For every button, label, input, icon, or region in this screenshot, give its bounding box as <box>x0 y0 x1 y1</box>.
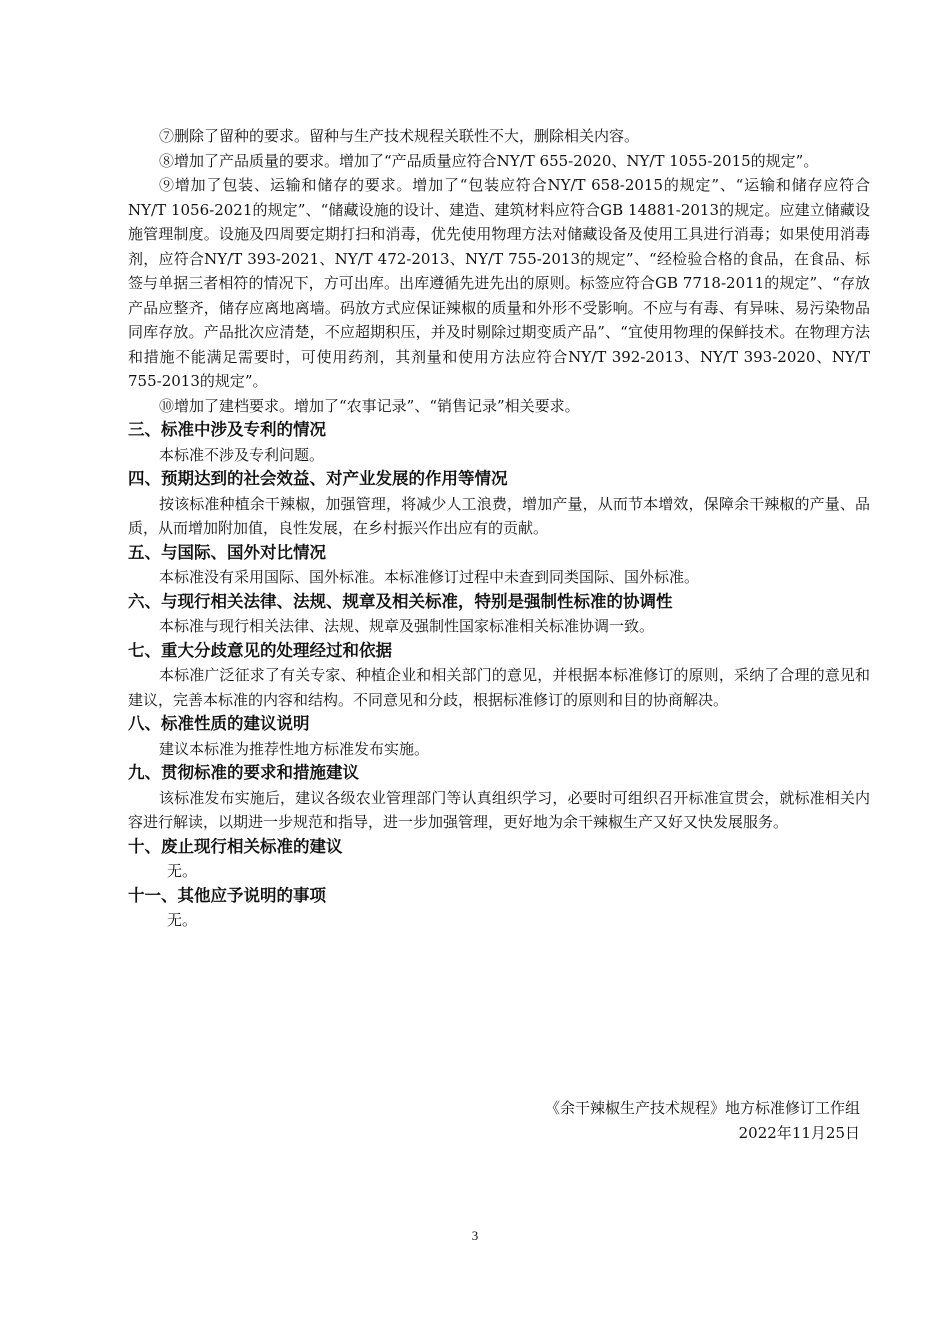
section-heading: 三、标准中涉及专利的情况 <box>128 420 326 439</box>
paragraph: 本标准广泛征求了有关专家、种植企业和相关部门的意见，并根据本标准修订的原则，采纳了合理的意见和建议，完善本标准的内容和结构。不同意见和分歧，根据标准修订的原则和目的协商解决。 <box>128 666 870 709</box>
paragraph: ⑩增加了建档要求。增加了“农事记录”、“销售记录”相关要求。 <box>159 396 580 415</box>
page-number: 3 <box>471 1228 479 1243</box>
content-flow <box>128 124 870 933</box>
paragraph: 本标准没有采用国际、国外标准。本标准修订过程中未查到同类国际、国外标准。 <box>159 568 700 586</box>
paragraph: 无。 <box>167 911 198 929</box>
paragraph: 按该标准种植余干辣椒，加强管理，将减少人工浪费，增加产量，从而节本增效，保障余干辣椒的产量、品质，从而增加附加值，良性发展，在乡村振兴作出应有的贡献。 <box>128 494 870 537</box>
paragraph: 无。 <box>167 862 198 880</box>
paragraph: ⑦删除了留种的要求。留种与生产技术规程关联性不大，删除相关内容。 <box>159 127 640 145</box>
paragraph: ⑧增加了产品质量的要求。增加了“产品质量应符合NY/T 655-2020、NY/T 1055-2015的规定”。 <box>159 151 819 170</box>
section-heading: 七、重大分歧意见的处理经过和依据 <box>128 640 392 660</box>
section-heading: 八、标准性质的建议说明 <box>128 714 310 733</box>
section-heading: 九、贯彻标准的要求和措施建议 <box>128 763 359 782</box>
signature-date: 2022年11月25日 <box>738 1124 860 1142</box>
section-heading: 四、预期达到的社会效益、对产业发展的作用等情况 <box>128 469 508 488</box>
section-heading: 六、与现行相关法律、法规、规章及相关标准，特别是强制性标准的协调性 <box>128 591 673 611</box>
paragraph: 建议本标准为推荐性地方标准发布实施。 <box>159 739 430 758</box>
paragraph: ⑨增加了包装、运输和储存的要求。增加了“包装应符合NY/T 658-2015的规定”、“运输和储存应符合NY/T 1056-2021的规定”、“储藏设施的设计、建造、建筑材料应符合GB 14881-2013的规定。应建立储藏设施管理制度。设施及四周要定期打扫和消毒，优先使用物理方法对储藏设备及使用工具进行消毒；如果使用消毒剂，应符合NY/T 393-2021、NY/T 472-2013、NY/T 755-2013的规定”、“经检验合格的食品，在食品、标签与单据三者相符的情况下，方可出库。出库遵循先进先出的原则。标签应符合GB 7718-2011的规定”、“存放产品应整齐，储存应离地离墙。码放方式应保证辣椒的质量和外形不受影响。不应与有毒、有异味、易污染物品同库存放。产品批次应清楚，不应超期积压，并及时剔除过期变质产品”、“宜使用物理的保鲜技术。在物理方法和措施不能满足需要时，可使用药剂，其剂量和使用方法应符合NY/T 392-2013、NY/T 393-2020、NY/T 755-2013的规定”。 <box>128 176 870 390</box>
paragraph: 本标准不涉及专利问题。 <box>159 445 325 464</box>
document-body <box>128 124 870 933</box>
signature-org: 《余干辣椒生产技术规程》地方标准修订工作组 <box>544 1099 860 1117</box>
section-heading: 十一、其他应予说明的事项 <box>128 885 326 905</box>
paragraph: 该标准发布实施后，建议各级农业管理部门等认真组织学习，必要时可组织召开标准宣贯会，就标准相关内容进行解读，以期进一步规范和指导，进一步加强管理，更好地为余干辣椒生产又好又快发展服务。 <box>128 788 870 831</box>
section-heading: 五、与国际、国外对比情况 <box>128 542 326 562</box>
section-heading: 十、废止现行相关标准的建议 <box>128 836 343 856</box>
signature-block <box>545 1096 860 1146</box>
paragraph: 本标准与现行相关法律、法规、规章及强制性国家标准相关标准协调一致。 <box>159 617 655 635</box>
